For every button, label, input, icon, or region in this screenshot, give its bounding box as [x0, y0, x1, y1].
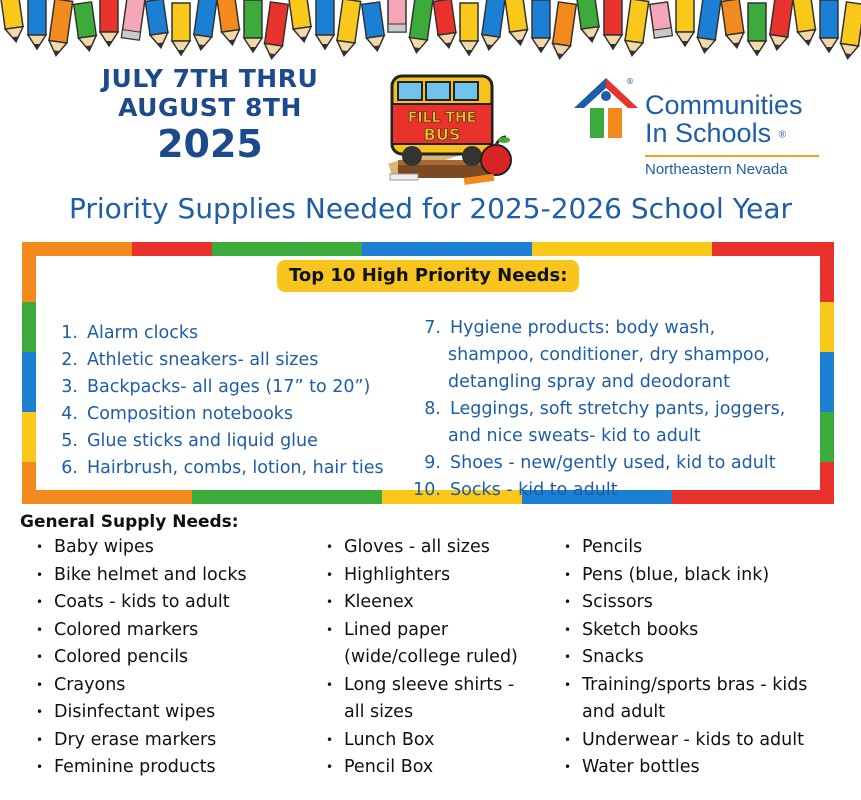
pencil-icon — [676, 0, 694, 46]
pencil-icon — [145, 0, 170, 49]
item-number: 5. — [61, 431, 78, 451]
pencil-icon — [263, 2, 289, 60]
date-line-2: AUGUST 8TH — [118, 93, 302, 122]
list-item-text: Underwear - kids to adult — [582, 729, 804, 750]
list-item-text: Snacks — [582, 647, 644, 667]
list-item: • Baby wipes — [34, 534, 247, 562]
pencil-icon — [793, 0, 818, 46]
list-item-text: Pens (blue, black ink) — [582, 564, 770, 585]
priority-item — [48, 401, 384, 428]
item-text: Glue sticks and liquid glue — [87, 431, 318, 451]
pencil-icon — [407, 0, 433, 54]
list-item: • Disinfectant wipes — [34, 699, 247, 727]
date-range — [80, 64, 340, 166]
item-text: Alarm clocks — [87, 323, 199, 343]
list-item-text: Lunch Box — [344, 729, 435, 750]
list-item-text: Pencil Box — [344, 757, 434, 777]
item-number: 7. — [424, 318, 441, 338]
bus-text-fill-the: FILL THE — [407, 110, 477, 126]
priority-item — [48, 347, 384, 374]
list-item-text: Scissors — [582, 592, 653, 612]
item-number: 6. — [61, 458, 78, 478]
list-item — [562, 644, 807, 672]
date-line-1: JULY 7TH THRU — [101, 64, 319, 93]
pencil-icon — [460, 3, 478, 55]
list-item-text: Long sleeve shirts - — [344, 674, 515, 695]
list-item-text-cont: and adult — [582, 702, 666, 722]
communities-in-schools-logo — [570, 68, 840, 188]
org-divider — [645, 155, 819, 157]
item-text: Shoes - new/gently used, kid to adult — [450, 453, 776, 473]
pencil-icon — [576, 0, 601, 43]
general-supply-title: General Supply Needs: — [20, 512, 239, 532]
item-number: 3. — [61, 377, 78, 397]
registered-mark-icon: ® — [778, 129, 786, 141]
pencil-icon — [748, 3, 766, 55]
list-item-text: Training/sports bras - kids — [582, 674, 808, 695]
list-item — [324, 727, 518, 755]
item-text: Leggings, soft stretchy pants, joggers, — [450, 399, 786, 419]
pencil-icon — [192, 0, 218, 51]
priority-item — [48, 428, 384, 455]
list-item: • Dry erase markers — [34, 727, 247, 755]
pencil-icon — [604, 0, 622, 49]
list-item: • Colored pencils — [34, 644, 247, 672]
page-title: Priority Supplies Needed for 2025-2026 School Year — [68, 192, 793, 225]
list-item — [562, 754, 807, 782]
pencil-icon — [695, 0, 721, 54]
list-item — [324, 672, 518, 727]
pencil-icon — [721, 0, 746, 49]
cis-house-icon — [570, 72, 642, 152]
priority-item — [48, 455, 384, 482]
date-year: 2025 — [157, 122, 263, 166]
pencil-icon — [121, 0, 145, 40]
pencil-icon — [820, 0, 838, 52]
priority-item — [48, 374, 384, 401]
pencil-icon — [172, 3, 190, 55]
pencil-icon — [362, 2, 387, 52]
pencil-icon — [551, 2, 577, 60]
pencil-icon — [74, 2, 99, 52]
item-text: Socks - kid to adult — [450, 480, 618, 500]
list-item-text: Water bottles — [582, 757, 700, 777]
org-name-line1: Communities — [645, 90, 803, 120]
list-item-text: Sketch books — [582, 619, 699, 640]
pencil-icon — [217, 0, 242, 46]
org-name-line2 — [645, 118, 786, 149]
fill-the-bus-logo — [378, 68, 528, 190]
pencil-icon — [768, 0, 794, 51]
priority-list-right — [411, 315, 785, 504]
list-item-text: Pencils — [582, 537, 643, 557]
item-number: 1. — [61, 323, 78, 343]
bus-text-bus: BUS — [423, 125, 461, 144]
general-list-col3 — [562, 534, 807, 782]
pencil-icon — [623, 0, 649, 57]
priority-title: Top 10 High Priority Needs: — [277, 260, 579, 292]
list-item — [324, 754, 518, 782]
org-region: Northeastern Nevada — [645, 161, 788, 178]
list-item-text: Gloves - all sizes — [344, 537, 490, 557]
pencil-icon — [316, 0, 334, 49]
pencil-icon — [47, 0, 73, 57]
priority-item — [411, 477, 785, 504]
pencil-icon — [28, 0, 46, 49]
list-item — [324, 534, 518, 562]
priority-item — [48, 320, 384, 347]
pencil-icon — [100, 0, 118, 46]
priority-item — [411, 396, 785, 450]
org-name-line2-text: In Schools — [645, 118, 772, 148]
list-item-text: Highlighters — [344, 564, 451, 585]
item-number: 9. — [424, 453, 441, 473]
pencil-icon — [839, 2, 861, 60]
pencil-icon — [480, 0, 506, 51]
priority-needs-box — [22, 242, 834, 504]
pencil-icon — [650, 2, 673, 38]
pencil-icon — [0, 0, 25, 43]
item-number: 2. — [61, 350, 78, 370]
general-list-col1 — [34, 534, 247, 782]
list-item — [562, 672, 807, 727]
item-text-cont: shampoo, conditioner, dry shampoo, — [448, 345, 770, 365]
list-item — [562, 617, 807, 645]
list-item-text-cont: all sizes — [344, 702, 414, 722]
pencil-icon — [288, 0, 313, 43]
pencil-icon — [505, 0, 530, 46]
list-item: • Feminine products — [34, 754, 247, 782]
pencil-icon — [532, 0, 550, 52]
priority-item — [411, 450, 785, 477]
list-item — [562, 562, 807, 590]
item-text-cont: detangling spray and deodorant — [448, 372, 730, 392]
item-text-cont: and nice sweats- kid to adult — [448, 426, 701, 446]
general-list-col2 — [324, 534, 518, 782]
item-text: Hairbrush, combs, lotion, hair ties — [87, 458, 384, 478]
list-item-text: Lined paper — [344, 619, 449, 640]
list-item — [562, 727, 807, 755]
list-item-text: Kleenex — [344, 592, 414, 612]
item-text: Composition notebooks — [87, 404, 294, 424]
item-number: 10. — [413, 480, 441, 500]
list-item — [562, 534, 807, 562]
item-number: 4. — [61, 404, 78, 424]
pencil-icon — [335, 0, 361, 57]
pencil-icon — [244, 0, 262, 52]
list-item: • Colored markers — [34, 617, 247, 645]
item-number: 8. — [424, 399, 441, 419]
svg-text:®: ® — [626, 77, 634, 86]
list-item — [324, 562, 518, 590]
list-item — [324, 589, 518, 617]
priority-list-left — [48, 320, 384, 482]
pencil-icon — [433, 0, 458, 49]
list-item-text-cont: (wide/college ruled) — [344, 647, 518, 667]
pencil-border — [0, 0, 861, 62]
item-text: Backpacks- all ages (17” to 20”) — [87, 377, 371, 397]
pencil-icon — [388, 0, 406, 32]
list-item: • Bike helmet and locks — [34, 562, 247, 590]
list-item — [562, 589, 807, 617]
priority-content — [36, 256, 820, 500]
list-item: • Coats - kids to adult — [34, 589, 247, 617]
list-item — [324, 617, 518, 672]
list-item: • Crayons — [34, 672, 247, 700]
item-text: Athletic sneakers- all sizes — [87, 350, 319, 370]
priority-item — [411, 315, 785, 396]
item-text: Hygiene products: body wash, — [450, 318, 716, 338]
